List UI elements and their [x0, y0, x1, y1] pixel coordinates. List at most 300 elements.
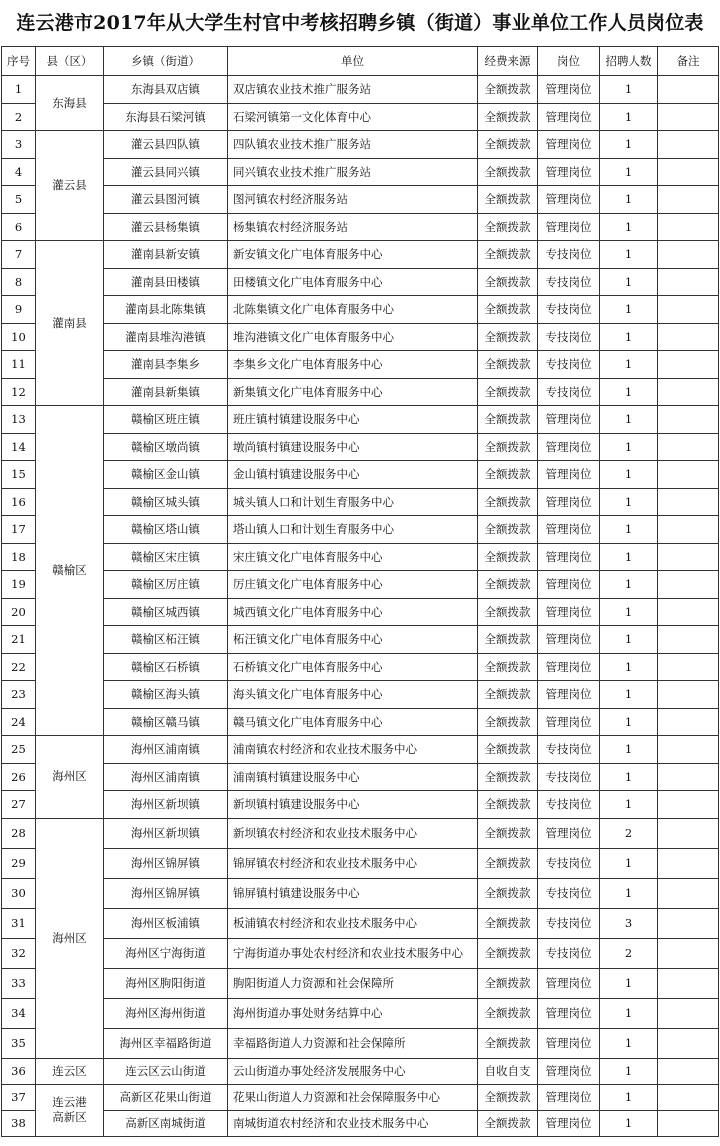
cell-seq: 29 [2, 848, 36, 878]
cell-remark [658, 543, 719, 571]
table-row [2, 908, 719, 938]
cell-post: 管理岗位 [538, 131, 600, 159]
cell-count: 1 [600, 968, 658, 998]
cell-town: 海州区板浦镇 [104, 908, 228, 938]
cell-unit: 锦屏镇农村经济和农业技术服务中心 [228, 848, 478, 878]
cell-funding: 全额拨款 [478, 103, 538, 131]
cell-remark [658, 708, 719, 736]
cell-count: 1 [600, 653, 658, 681]
cell-funding: 全额拨款 [478, 908, 538, 938]
cell-remark [658, 186, 719, 214]
cell-count: 1 [600, 848, 658, 878]
cell-count: 1 [600, 268, 658, 296]
cell-count: 1 [600, 681, 658, 709]
cell-unit: 新坝镇农村经济和农业技术服务中心 [228, 818, 478, 848]
cell-funding: 全额拨款 [478, 653, 538, 681]
cell-post: 专技岗位 [538, 908, 600, 938]
cell-unit: 云山街道办事处经济发展服务中心 [228, 1058, 478, 1084]
table-row [2, 571, 719, 599]
cell-town: 东海县石梁河镇 [104, 103, 228, 131]
table-row [2, 791, 719, 819]
cell-remark [658, 763, 719, 791]
cell-remark [658, 1084, 719, 1110]
cell-remark [658, 681, 719, 709]
cell-remark [658, 433, 719, 461]
cell-remark [658, 908, 719, 938]
cell-post: 管理岗位 [538, 1058, 600, 1084]
cell-seq: 11 [2, 351, 36, 379]
cell-unit: 堆沟港镇文化广电体育服务中心 [228, 323, 478, 351]
cell-town: 赣榆区城西镇 [104, 598, 228, 626]
table-row [2, 131, 719, 159]
cell-funding: 全额拨款 [478, 433, 538, 461]
cell-seq: 31 [2, 908, 36, 938]
cell-count: 1 [600, 791, 658, 819]
cell-remark [658, 938, 719, 968]
cell-seq: 14 [2, 433, 36, 461]
cell-town: 灌云县四队镇 [104, 131, 228, 159]
header-seq: 序号 [2, 47, 36, 76]
cell-seq: 28 [2, 818, 36, 848]
cell-town: 海州区锦屏镇 [104, 848, 228, 878]
cell-funding: 全额拨款 [478, 213, 538, 241]
cell-remark [658, 736, 719, 764]
table-row [2, 406, 719, 434]
table-row [2, 818, 719, 848]
cell-funding: 全额拨款 [478, 681, 538, 709]
cell-post: 专技岗位 [538, 878, 600, 908]
cell-seq: 27 [2, 791, 36, 819]
table-row [2, 516, 719, 544]
table-row [2, 461, 719, 489]
cell-seq: 33 [2, 968, 36, 998]
cell-post: 专技岗位 [538, 791, 600, 819]
cell-town: 高新区南城街道 [104, 1110, 228, 1136]
cell-town: 海州区宁海街道 [104, 938, 228, 968]
cell-seq: 12 [2, 378, 36, 406]
cell-unit: 城西镇文化广电体育服务中心 [228, 598, 478, 626]
header-remark: 备注 [658, 47, 719, 76]
cell-post: 管理岗位 [538, 1084, 600, 1110]
table-row [2, 736, 719, 764]
cell-funding: 全额拨款 [478, 1110, 538, 1136]
table-row [2, 681, 719, 709]
cell-unit: 新安镇文化广电体育服务中心 [228, 241, 478, 269]
cell-remark [658, 131, 719, 159]
cell-remark [658, 461, 719, 489]
cell-town: 赣榆区金山镇 [104, 461, 228, 489]
cell-post: 管理岗位 [538, 433, 600, 461]
cell-seq: 36 [2, 1058, 36, 1084]
cell-seq: 6 [2, 213, 36, 241]
cell-post: 管理岗位 [538, 998, 600, 1028]
table-row [2, 1028, 719, 1058]
cell-county: 海州区 [36, 818, 104, 1058]
cell-seq: 7 [2, 241, 36, 269]
cell-funding: 全额拨款 [478, 1028, 538, 1058]
cell-seq: 38 [2, 1110, 36, 1136]
cell-post: 管理岗位 [538, 681, 600, 709]
cell-remark [658, 818, 719, 848]
cell-funding: 全额拨款 [478, 76, 538, 104]
table-row [2, 626, 719, 654]
cell-seq: 24 [2, 708, 36, 736]
cell-unit: 塔山镇人口和计划生育服务中心 [228, 516, 478, 544]
cell-remark [658, 268, 719, 296]
cell-seq: 3 [2, 131, 36, 159]
cell-post: 管理岗位 [538, 461, 600, 489]
cell-seq: 17 [2, 516, 36, 544]
cell-count: 1 [600, 131, 658, 159]
cell-count: 1 [600, 351, 658, 379]
table-row [2, 1058, 719, 1084]
table-body [2, 76, 719, 1137]
cell-town: 海州区新坝镇 [104, 791, 228, 819]
cell-town: 海州区锦屏镇 [104, 878, 228, 908]
cell-unit: 图河镇农村经济服务站 [228, 186, 478, 214]
cell-post: 专技岗位 [538, 736, 600, 764]
cell-unit: 城头镇人口和计划生育服务中心 [228, 488, 478, 516]
cell-count: 1 [600, 461, 658, 489]
cell-count: 1 [600, 213, 658, 241]
table-row [2, 598, 719, 626]
table-header-row [2, 47, 719, 76]
cell-seq: 19 [2, 571, 36, 599]
cell-seq: 8 [2, 268, 36, 296]
cell-remark [658, 76, 719, 104]
cell-unit: 四队镇农业技术推广服务站 [228, 131, 478, 159]
cell-funding: 全额拨款 [478, 351, 538, 379]
table-row [2, 158, 719, 186]
cell-unit: 柘汪镇文化广电体育服务中心 [228, 626, 478, 654]
cell-unit: 石梁河镇第一文化体育中心 [228, 103, 478, 131]
table-row [2, 351, 719, 379]
cell-town: 灌南县新安镇 [104, 241, 228, 269]
table-row [2, 998, 719, 1028]
cell-unit: 金山镇村镇建设服务中心 [228, 461, 478, 489]
cell-seq: 16 [2, 488, 36, 516]
cell-seq: 1 [2, 76, 36, 104]
header-county: 县（区） [36, 47, 104, 76]
cell-unit: 海头镇文化广电体育服务中心 [228, 681, 478, 709]
cell-remark [658, 488, 719, 516]
cell-count: 1 [600, 433, 658, 461]
cell-remark [658, 878, 719, 908]
table-row [2, 763, 719, 791]
table-row [2, 848, 719, 878]
cell-funding: 全额拨款 [478, 998, 538, 1028]
cell-count: 1 [600, 378, 658, 406]
cell-unit: 南城街道农村经济和农业技术服务中心 [228, 1110, 478, 1136]
cell-seq: 22 [2, 653, 36, 681]
cell-remark [658, 1110, 719, 1136]
cell-seq: 15 [2, 461, 36, 489]
cell-funding: 全额拨款 [478, 763, 538, 791]
cell-count: 1 [600, 1058, 658, 1084]
header-unit: 单位 [228, 47, 478, 76]
cell-funding: 全额拨款 [478, 488, 538, 516]
cell-seq: 10 [2, 323, 36, 351]
cell-post: 管理岗位 [538, 186, 600, 214]
cell-remark [658, 653, 719, 681]
cell-town: 赣榆区赣马镇 [104, 708, 228, 736]
cell-town: 海州区幸福路街道 [104, 1028, 228, 1058]
cell-remark [658, 1028, 719, 1058]
cell-town: 赣榆区墩尚镇 [104, 433, 228, 461]
table-row [2, 938, 719, 968]
table-row [2, 213, 719, 241]
cell-remark [658, 998, 719, 1028]
cell-remark [658, 791, 719, 819]
cell-funding: 全额拨款 [478, 461, 538, 489]
cell-count: 1 [600, 708, 658, 736]
cell-unit: 双店镇农业技术推广服务站 [228, 76, 478, 104]
cell-town: 赣榆区厉庄镇 [104, 571, 228, 599]
cell-town: 灌南县北陈集镇 [104, 296, 228, 324]
cell-count: 1 [600, 76, 658, 104]
cell-town: 赣榆区石桥镇 [104, 653, 228, 681]
cell-funding: 全额拨款 [478, 543, 538, 571]
cell-count: 1 [600, 406, 658, 434]
cell-unit: 新坝镇村镇建设服务中心 [228, 791, 478, 819]
cell-post: 管理岗位 [538, 406, 600, 434]
cell-post: 专技岗位 [538, 763, 600, 791]
cell-post: 专技岗位 [538, 351, 600, 379]
cell-town: 灌南县新集镇 [104, 378, 228, 406]
cell-count: 1 [600, 186, 658, 214]
cell-post: 专技岗位 [538, 241, 600, 269]
table-row [2, 433, 719, 461]
cell-remark [658, 323, 719, 351]
cell-post: 管理岗位 [538, 543, 600, 571]
table-row [2, 653, 719, 681]
cell-unit: 幸福路街道人力资源和社会保障所 [228, 1028, 478, 1058]
header-post: 岗位 [538, 47, 600, 76]
cell-unit: 花果山街道人力资源和社会保障服务中心 [228, 1084, 478, 1110]
cell-remark [658, 241, 719, 269]
cell-count: 1 [600, 516, 658, 544]
cell-funding: 全额拨款 [478, 378, 538, 406]
cell-funding: 全额拨款 [478, 131, 538, 159]
cell-count: 2 [600, 938, 658, 968]
cell-remark [658, 1058, 719, 1084]
table-row [2, 296, 719, 324]
cell-town: 灌云县同兴镇 [104, 158, 228, 186]
cell-unit: 浦南镇村镇建设服务中心 [228, 763, 478, 791]
cell-funding: 全额拨款 [478, 598, 538, 626]
cell-unit: 赣马镇文化广电体育服务中心 [228, 708, 478, 736]
cell-town: 赣榆区城头镇 [104, 488, 228, 516]
cell-post: 专技岗位 [538, 323, 600, 351]
cell-unit: 北陈集镇文化广电体育服务中心 [228, 296, 478, 324]
cell-town: 海州区浦南镇 [104, 736, 228, 764]
cell-funding: 全额拨款 [478, 571, 538, 599]
cell-town: 赣榆区柘汪镇 [104, 626, 228, 654]
cell-count: 1 [600, 998, 658, 1028]
cell-post: 管理岗位 [538, 571, 600, 599]
cell-county: 灌云县 [36, 131, 104, 241]
cell-seq: 9 [2, 296, 36, 324]
cell-seq: 35 [2, 1028, 36, 1058]
cell-seq: 25 [2, 736, 36, 764]
cell-town: 赣榆区海头镇 [104, 681, 228, 709]
cell-unit: 锦屏镇村镇建设服务中心 [228, 878, 478, 908]
cell-remark [658, 351, 719, 379]
cell-remark [658, 598, 719, 626]
cell-remark [658, 968, 719, 998]
cell-count: 1 [600, 1028, 658, 1058]
cell-count: 1 [600, 1110, 658, 1136]
cell-seq: 21 [2, 626, 36, 654]
cell-unit: 宁海街道办事处农村经济和农业技术服务中心 [228, 938, 478, 968]
cell-seq: 30 [2, 878, 36, 908]
cell-count: 1 [600, 763, 658, 791]
cell-seq: 4 [2, 158, 36, 186]
cell-unit: 李集乡文化广电体育服务中心 [228, 351, 478, 379]
cell-town: 灌南县田楼镇 [104, 268, 228, 296]
cell-seq: 2 [2, 103, 36, 131]
cell-remark [658, 848, 719, 878]
cell-count: 3 [600, 908, 658, 938]
page-title: 连云港市2017年从大学生村官中考核招聘乡镇（街道）事业单位工作人员岗位表 [16, 12, 704, 34]
cell-post: 专技岗位 [538, 938, 600, 968]
cell-count: 1 [600, 241, 658, 269]
cell-post: 管理岗位 [538, 1110, 600, 1136]
cell-seq: 26 [2, 763, 36, 791]
cell-seq: 18 [2, 543, 36, 571]
cell-count: 1 [600, 488, 658, 516]
cell-seq: 37 [2, 1084, 36, 1110]
cell-town: 东海县双店镇 [104, 76, 228, 104]
table-row [2, 186, 719, 214]
cell-town: 灌南县李集乡 [104, 351, 228, 379]
table-row [2, 1084, 719, 1110]
table-row [2, 378, 719, 406]
cell-unit: 田楼镇文化广电体育服务中心 [228, 268, 478, 296]
cell-unit: 杨集镇农村经济服务站 [228, 213, 478, 241]
cell-remark [658, 406, 719, 434]
cell-post: 管理岗位 [538, 213, 600, 241]
cell-remark [658, 626, 719, 654]
cell-county: 灌南县 [36, 241, 104, 406]
table-row [2, 323, 719, 351]
cell-funding: 全额拨款 [478, 516, 538, 544]
cell-post: 管理岗位 [538, 626, 600, 654]
cell-remark [658, 296, 719, 324]
table-row [2, 268, 719, 296]
cell-funding: 全额拨款 [478, 736, 538, 764]
cell-funding: 全额拨款 [478, 938, 538, 968]
cell-post: 专技岗位 [538, 296, 600, 324]
cell-count: 1 [600, 543, 658, 571]
cell-unit: 宋庄镇文化广电体育服务中心 [228, 543, 478, 571]
cell-town: 高新区花果山街道 [104, 1084, 228, 1110]
cell-post: 专技岗位 [538, 268, 600, 296]
cell-funding: 全额拨款 [478, 158, 538, 186]
cell-town: 灌云县图河镇 [104, 186, 228, 214]
cell-post: 管理岗位 [538, 516, 600, 544]
cell-count: 1 [600, 736, 658, 764]
cell-remark [658, 571, 719, 599]
cell-funding: 全额拨款 [478, 241, 538, 269]
cell-funding: 全额拨款 [478, 323, 538, 351]
cell-funding: 全额拨款 [478, 791, 538, 819]
cell-funding: 全额拨款 [478, 186, 538, 214]
cell-town: 连云区云山街道 [104, 1058, 228, 1084]
cell-count: 1 [600, 571, 658, 599]
cell-post: 管理岗位 [538, 653, 600, 681]
cell-unit: 厉庄镇文化广电体育服务中心 [228, 571, 478, 599]
cell-post: 专技岗位 [538, 378, 600, 406]
cell-funding: 自收自支 [478, 1058, 538, 1084]
cell-town: 赣榆区班庄镇 [104, 406, 228, 434]
cell-county: 东海县 [36, 76, 104, 131]
cell-funding: 全额拨款 [478, 406, 538, 434]
header-count: 招聘人数 [600, 47, 658, 76]
cell-post: 管理岗位 [538, 103, 600, 131]
table-row [2, 1110, 719, 1136]
cell-count: 1 [600, 598, 658, 626]
cell-post: 管理岗位 [538, 76, 600, 104]
cell-funding: 全额拨款 [478, 818, 538, 848]
cell-funding: 全额拨款 [478, 268, 538, 296]
cell-county: 海州区 [36, 736, 104, 819]
cell-count: 1 [600, 296, 658, 324]
cell-count: 1 [600, 878, 658, 908]
cell-unit: 朐阳街道人力资源和社会保障所 [228, 968, 478, 998]
table-row [2, 241, 719, 269]
cell-post: 管理岗位 [538, 488, 600, 516]
cell-town: 海州区朐阳街道 [104, 968, 228, 998]
cell-town: 赣榆区塔山镇 [104, 516, 228, 544]
header-funding: 经费来源 [478, 47, 538, 76]
cell-remark [658, 103, 719, 131]
cell-seq: 20 [2, 598, 36, 626]
cell-funding: 全额拨款 [478, 626, 538, 654]
table-row [2, 543, 719, 571]
cell-count: 1 [600, 158, 658, 186]
cell-county: 连云区 [36, 1058, 104, 1084]
cell-seq: 5 [2, 186, 36, 214]
cell-unit: 板浦镇农村经济和农业技术服务中心 [228, 908, 478, 938]
table-row [2, 708, 719, 736]
cell-count: 1 [600, 323, 658, 351]
cell-unit: 石桥镇文化广电体育服务中心 [228, 653, 478, 681]
cell-post: 管理岗位 [538, 968, 600, 998]
cell-post: 管理岗位 [538, 1028, 600, 1058]
cell-seq: 34 [2, 998, 36, 1028]
cell-unit: 海州街道办事处财务结算中心 [228, 998, 478, 1028]
cell-funding: 全额拨款 [478, 878, 538, 908]
cell-post: 管理岗位 [538, 598, 600, 626]
cell-count: 1 [600, 1084, 658, 1110]
cell-town: 海州区新坝镇 [104, 818, 228, 848]
cell-funding: 全额拨款 [478, 968, 538, 998]
cell-funding: 全额拨款 [478, 1084, 538, 1110]
cell-funding: 全额拨款 [478, 848, 538, 878]
cell-county: 赣榆区 [36, 406, 104, 736]
cell-unit: 新集镇文化广电体育服务中心 [228, 378, 478, 406]
cell-town: 灌南县堆沟港镇 [104, 323, 228, 351]
cell-unit: 浦南镇农村经济和农业技术服务中心 [228, 736, 478, 764]
cell-unit: 墩尚镇村镇建设服务中心 [228, 433, 478, 461]
cell-post: 管理岗位 [538, 708, 600, 736]
cell-town: 灌云县杨集镇 [104, 213, 228, 241]
header-town: 乡镇（街道） [104, 47, 228, 76]
cell-post: 管理岗位 [538, 158, 600, 186]
cell-funding: 全额拨款 [478, 708, 538, 736]
cell-count: 1 [600, 103, 658, 131]
